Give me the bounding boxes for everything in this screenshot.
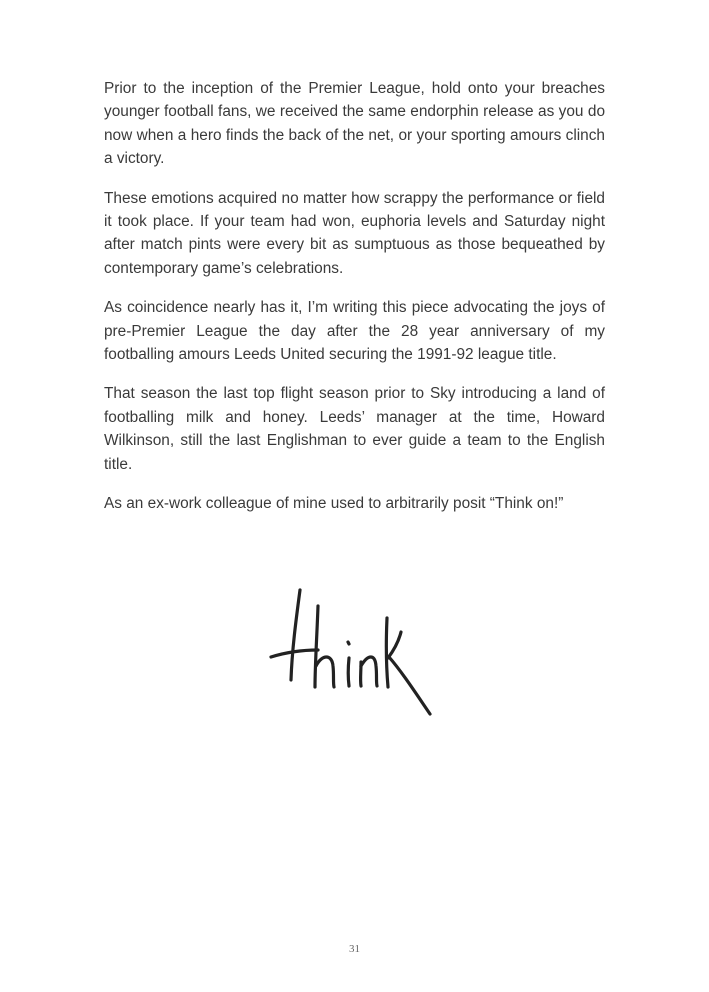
- handwritten-think-illustration: [262, 580, 442, 725]
- paragraph-5: As an ex-work colleague of mine used to arbitrarily posit “Think on!”: [104, 495, 564, 513]
- paragraph-2: These emotions acquired no matter how scrappy the performance or field it took place. If your team had won, euphoria levels and Saturday night after match pints were every bit as sumptuous as those bequeathed by contemporary game’s celebrations.: [104, 189, 605, 277]
- page-number: 31: [349, 943, 360, 955]
- body-text: [104, 77, 605, 532]
- paragraph-4: That season the last top flight season prior to Sky introducing a land of footballing milk and honey. Leeds’ manager at the time, Howard Wilkinson, still the last Englishman to ever guide a team to the English title.: [104, 385, 605, 473]
- paragraph-1: Prior to the inception of the Premier League, hold onto your breaches younger football fans, we received the same endorphin release as you do now when a hero finds the back of the net, or your sporting amours clinch a victory.: [104, 80, 605, 168]
- paragraph-3: As coincidence nearly has it, I’m writing this piece advocating the joys of pre-Premier League the day after the 28 year anniversary of my footballing amours Leeds United securing the 1991-92 league title.: [104, 299, 605, 364]
